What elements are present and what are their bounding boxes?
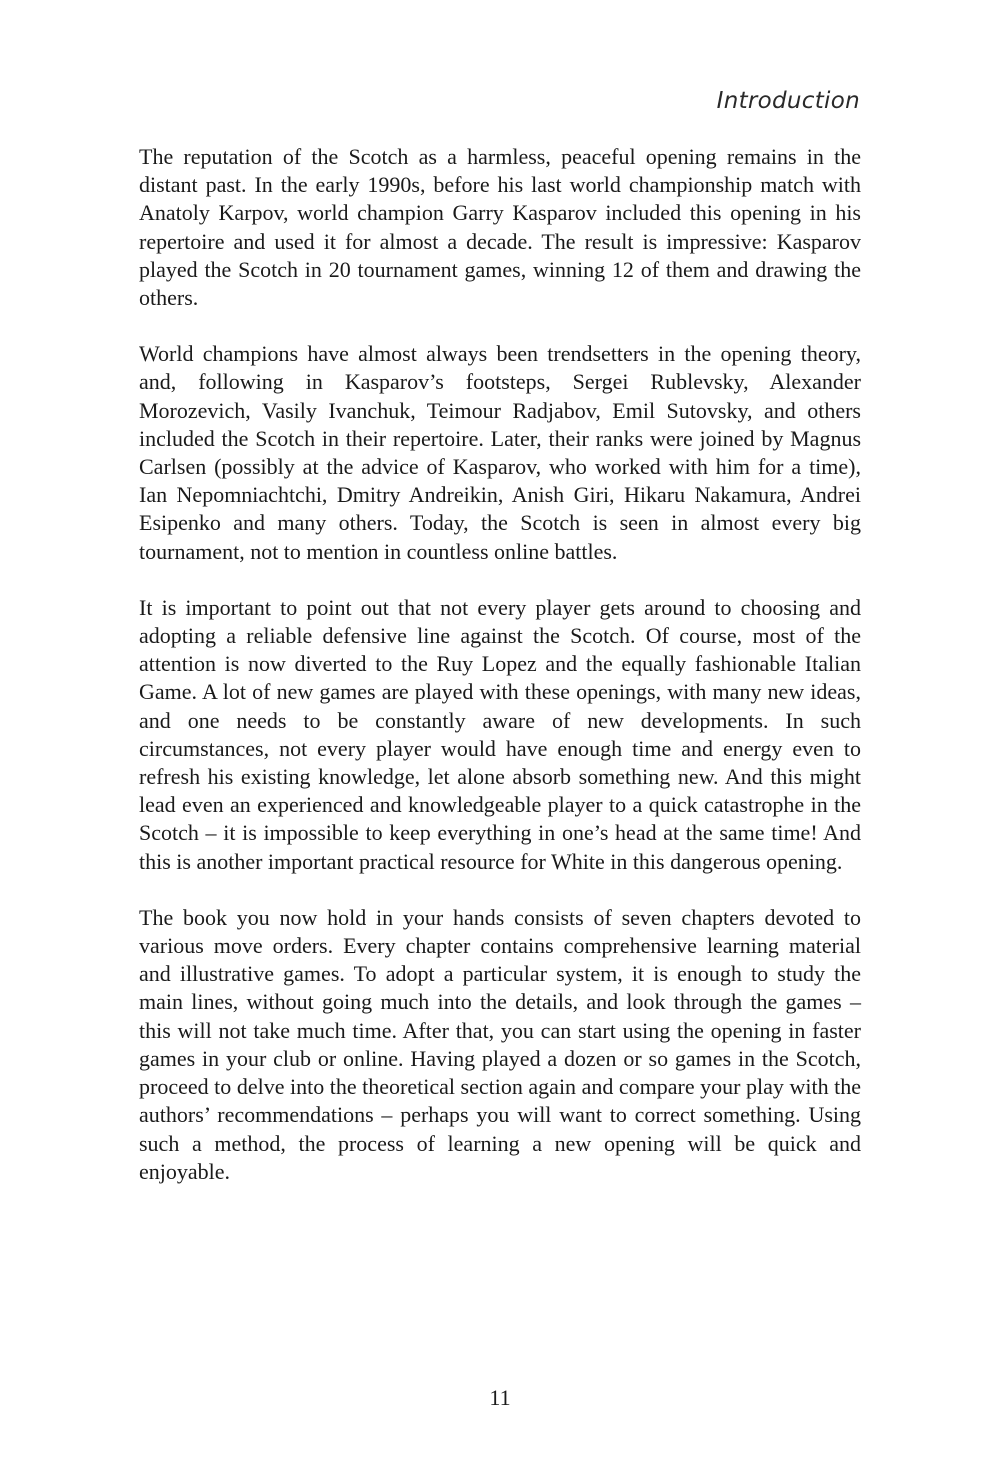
page-number: 11 (489, 1385, 511, 1410)
paragraph-book-structure: The book you now hold in your hands consists of seven chapters devoted to various move orders. Every chapter contains comprehensive learning material and illustrative games. To adopt a particular system, it is enough to study the main lines, without going much into the details, and look through the games – this will not take much time. After that, you can start using the opening in faster games in your club or online. Having played a dozen or so games in the Scotch, proceed to delve into the theoretical section again and compare your play with the authors’ recommendations – perhaps you will want to correct something. Using such a method, the process of learning a new opening will be quick and enjoyable. (139, 904, 861, 1184)
body-text (139, 143, 861, 1214)
paragraph-kasparov-scotch: The reputation of the Scotch as a harmless, peaceful opening remains in the distant past. In the early 1990s, before his last world championship match with Anatoly Karpov, world champion Garry Kasparov included this opening in his repertoire and used it for almost a decade. The result is impressive: Kasparov played the Scotch in 20 tournament games, winning 12 of them and drawing the others. (139, 144, 861, 311)
paragraph-world-champions: World champions have almost always been trendsetters in the opening theory, and, following in Kasparov’s footsteps, Sergei Rublevsky, Alexander Morozevich, Vasily Ivanchuk, Teimour Radjabov, Emil Sutovsky, and others included the Scotch in their repertoire. Later, their ranks were joined by Magnus Carlsen (possibly at the advice of Kasparov, who worked with him for a time), Ian Nepomniachtchi, Dmitry Andreikin, Anish Giri, Hikaru Nakamura, Andrei Esipenko and many others. Today, the Scotch is seen in almost every big tournament, not to mention in countless online battles. (139, 341, 861, 564)
running-header: Introduction (716, 88, 860, 114)
paragraph-defensive-line: It is important to point out that not every player gets around to choosing and adopting a reliable defensive line against the Scotch. Of course, most of the attention is now diverted to the Ruy Lopez and the equally fashionable Italian Game. A lot of new games are played with these openings, with many new ideas, and one needs to be constantly aware of new developments. In such circumstances, not every player would have enough time and energy even to refresh his existing knowledge, let alone absorb something new. And this might lead even an experienced and knowledgeable player to a quick catastrophe in the Scotch – it is impossible to keep everything in one’s head at the same time! And this is another important practical resource for White in this dangerous opening. (139, 594, 861, 874)
